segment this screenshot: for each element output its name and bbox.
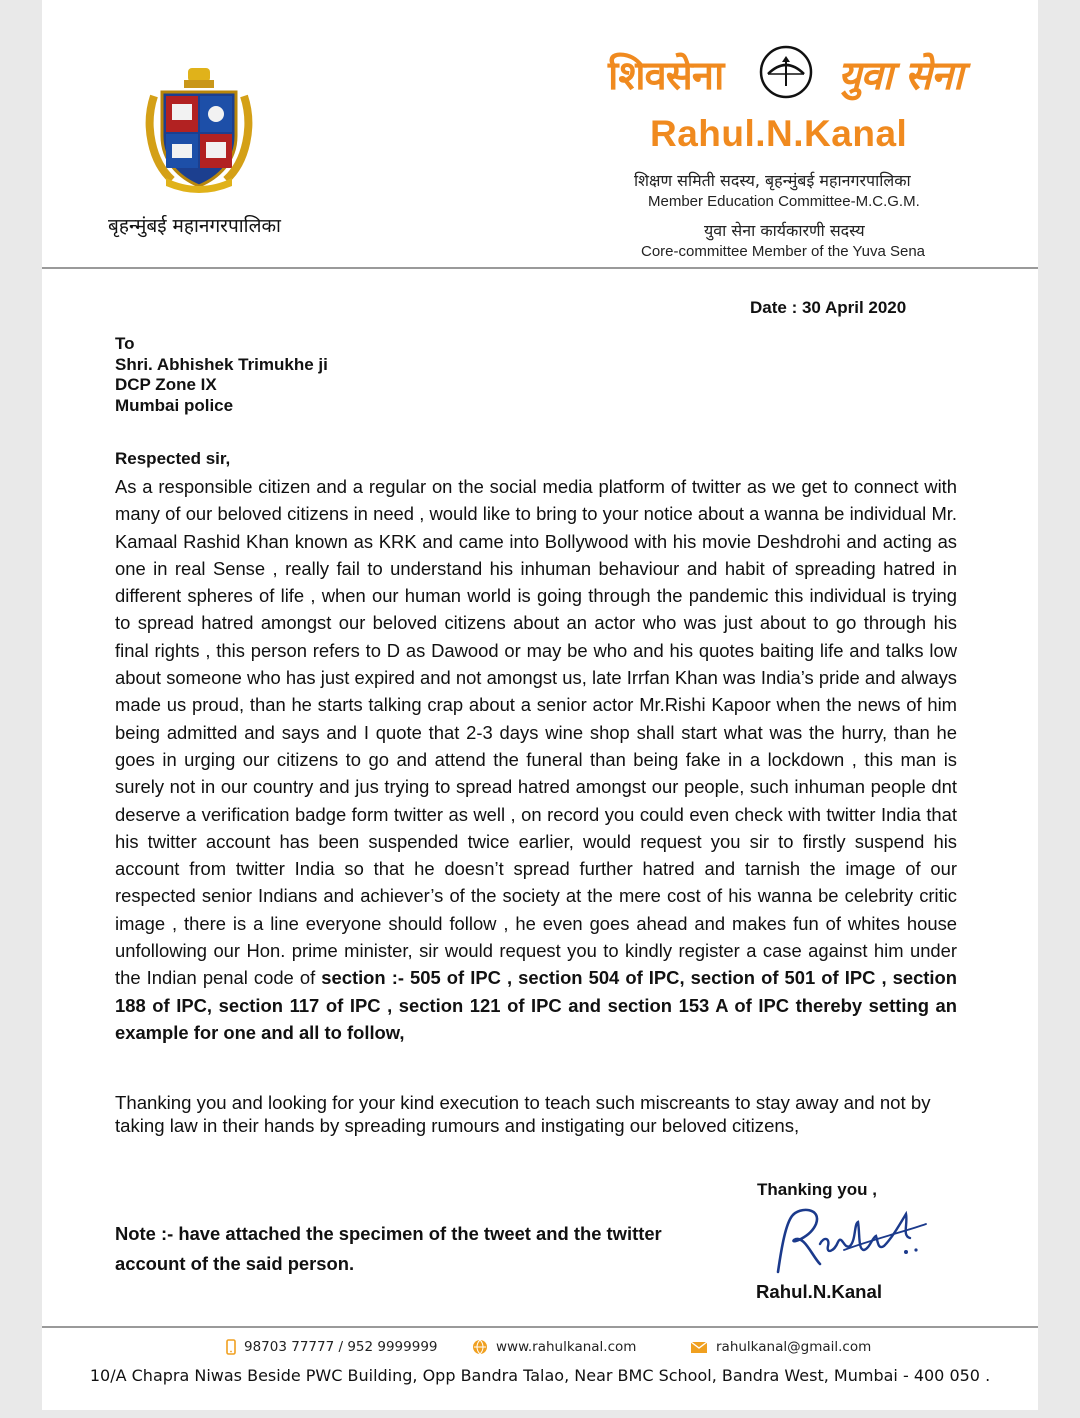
footer-website[interactable]: [472, 1337, 636, 1357]
corporation-name: बृहन्मुंबई महानगरपालिका: [108, 215, 281, 237]
signer-name: Rahul.N.Kanal: [756, 1281, 883, 1302]
letter-date: Date : 30 April 2020: [750, 298, 907, 317]
mail-icon: [690, 1341, 708, 1354]
brand-left-text: शिवसेना: [608, 53, 724, 99]
designation-english-1: Member Education Committee-M.C.G.M.: [648, 193, 920, 210]
addressee-name: Shri. Abhishek Trimukhe ji: [115, 354, 328, 374]
to-label: To: [115, 334, 135, 353]
phone-text: 98703 77777 / 952 9999999: [244, 1339, 438, 1355]
footer-address: 10/A Chapra Niwas Beside PWC Building, Opp Bandra Talao, Near BMC School, Bandra West, Mumbai - 400 050 .: [89, 1366, 991, 1385]
letter-body: [115, 473, 957, 1046]
footer-divider: [42, 1326, 1038, 1328]
brand-right-text: युवा सेना: [838, 53, 963, 99]
body-sections-text: section :- 505 of IPC , section 504 of IPC, section of 501 of IPC , section 188 of IPC, section 117 of IPC , section 121 of IPC and section 153 A of IPC thereby setting an example for one and all to follow,: [115, 967, 958, 1043]
footer-phone: [226, 1337, 438, 1357]
addressee-org: Mumbai police: [115, 395, 234, 415]
letterhead-name: Rahul.N.Kanal: [650, 113, 908, 154]
body-main-text: As a responsible citizen and a regular on the social media platform of twitter as we get to connect with many of our beloved citizens in need , would like to bring to your notice about a wanna be individual Mr. Kamaal Rashid Khan known as KRK and came into Bollywood with his movie Deshdrohi and acting as one in real Sense , really fail to understand his inhuman behaviour and habit of spreading hatred in different spheres of life , when our human world is going through the pandemic this individual is trying to spread hatred amongst our beloved citizens about an actor who was just about to go through his final rights , this person refers to D as Dawood or may be who and his quotes baiting life and talks low about someone who has just expired and not amongst us, late Irrfan Khan was India’s pride and always made us proud, than he starts talking crap about a senior actor Mr.Rishi Kapoor when the news of him being admitted and says and I quote that 2-3 days wine shop shall start what was the hurry, than he goes in urging our citizens to go and attend the funeral than being fake in a lockdown , this man is surely not in our country and jus trying to spread hatred amongst our people, such inhuman people dnt deserve a verification badge form twitter as well , on record you could even check with twitter India that his twitter account has been suspended twice earlier, would request you sir to firstly suspend his account from twitter India so that he doesn’t spread further hatred and tarnish the image of our respected senior Indians and achiever’s of the society at the mere cost of his wanna be celebrity critic image , there is a line everyone should follow , he even goes ahead and makes fun of whites house unfollowing our Hon. prime minister, sir would request you to kindly register a case against him under the Indian penal code of: [115, 476, 957, 989]
note-text: Note :- have attached the specimen of the tweet and the twitter account of the said person.: [115, 1223, 662, 1274]
header-divider: [42, 267, 1038, 269]
designation-marathi-2: युवा सेना कार्यकारणी सदस्य: [704, 221, 865, 240]
addressee-title: DCP Zone IX: [115, 375, 217, 394]
designation-marathi-1: शिक्षण समिती सदस्य, बृहन्मुंबई महानगरपालिका: [634, 171, 911, 190]
mcgm-emblem-icon: [144, 66, 254, 194]
globe-icon: [472, 1339, 488, 1355]
phone-icon: [226, 1339, 236, 1355]
email-text[interactable]: rahulkanal@gmail.com: [716, 1339, 872, 1355]
letter-page: [42, 0, 1038, 1410]
bow-arrow-icon: [758, 44, 814, 100]
addressee-block: [115, 334, 328, 416]
closing-paragraph: Thanking you and looking for your kind execution to teach such miscreants to stay away and not by taking law in their hands by spreading rumours and instigating our beloved citizens,: [115, 1092, 931, 1136]
thanking-line: Thanking you ,: [757, 1180, 877, 1199]
salutation: Respected sir,: [115, 449, 231, 468]
party-brand: [608, 40, 988, 110]
website-text[interactable]: www.rahulkanal.com: [496, 1339, 637, 1355]
handwritten-signature: [760, 1194, 930, 1284]
footer-email[interactable]: [690, 1337, 871, 1357]
designation-english-2: Core-committee Member of the Yuva Sena: [641, 243, 926, 260]
